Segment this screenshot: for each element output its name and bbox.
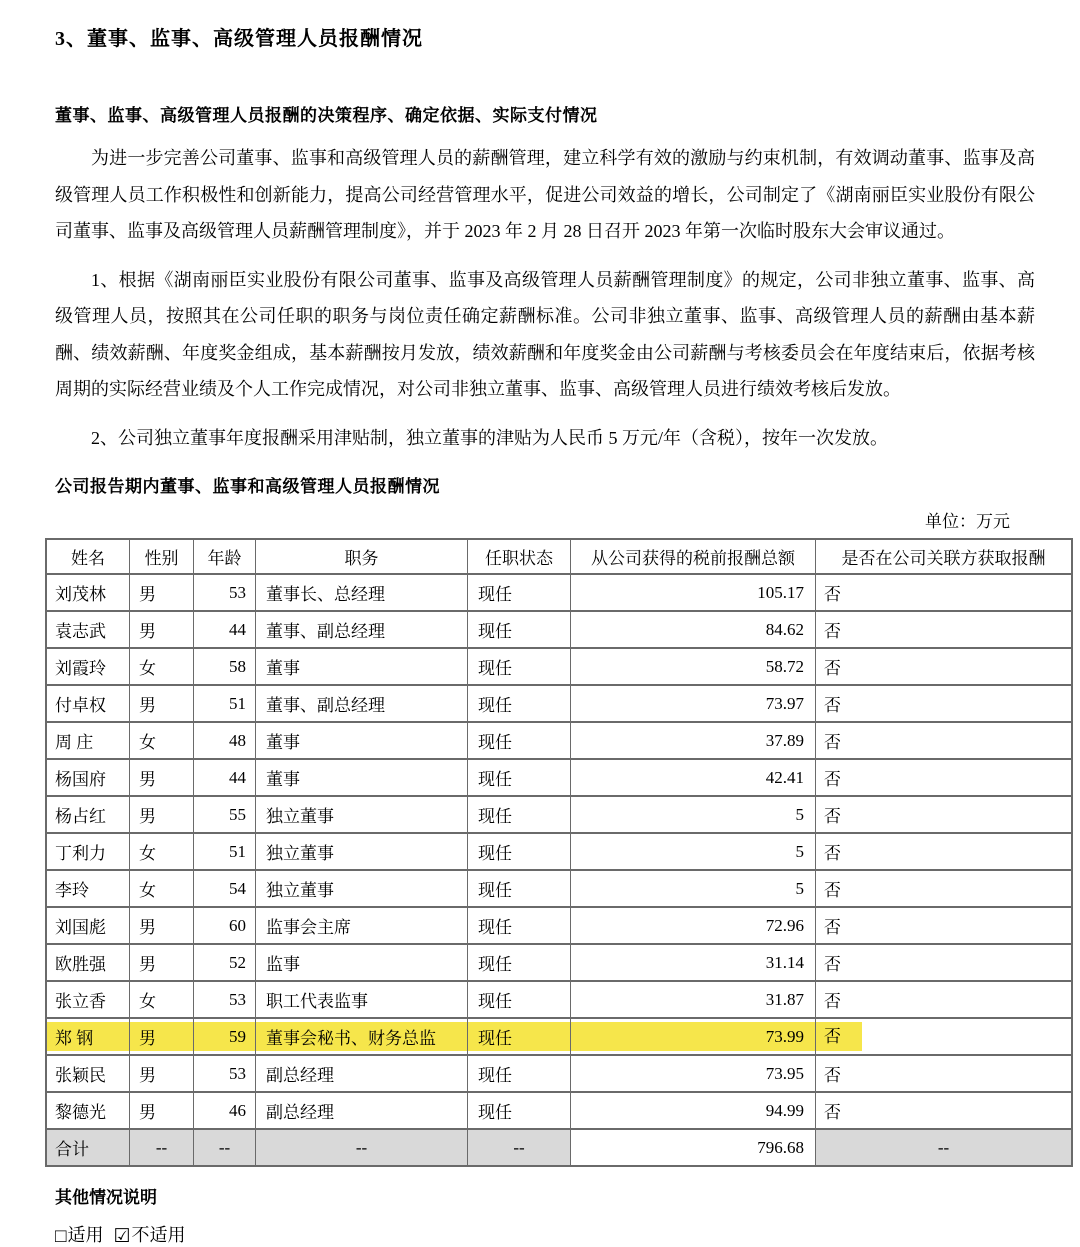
pay-cell: 31.87 [571, 981, 816, 1018]
age-cell: 58 [194, 648, 256, 685]
related-cell [816, 1018, 1073, 1055]
page-title: 3、董事、监事、高级管理人员报酬情况 [55, 28, 423, 50]
status-cell: 现任 [468, 944, 571, 981]
applicable-option [55, 1225, 103, 1245]
not-applicable-option [113, 1225, 185, 1245]
table-row [46, 685, 1072, 722]
name-cell: 李玲 [46, 870, 130, 907]
status-cell: 现任 [468, 648, 571, 685]
pay-cell: 5 [571, 833, 816, 870]
related-value: 否 [824, 1103, 841, 1122]
gender-cell: 男 [130, 759, 194, 796]
position-cell: 董事 [256, 722, 468, 759]
related-value: 否 [824, 585, 841, 604]
position-cell: 独立董事 [256, 870, 468, 907]
paragraph-independent: 2、公司独立董事年度报酬采用津贴制，独立董事的津贴为人民币 5 万元/年（含税），按年一次发放。 [91, 427, 888, 448]
table-header [46, 539, 1072, 574]
related-value: 否 [824, 1066, 841, 1085]
name-cell: 刘国彪 [46, 907, 130, 944]
gender-cell: 女 [130, 870, 194, 907]
total-pay-cell: 796.68 [571, 1129, 816, 1166]
status-cell: 现任 [468, 685, 571, 722]
age-cell: 51 [194, 685, 256, 722]
name-cell: 杨国府 [46, 759, 130, 796]
gender-cell: 男 [130, 796, 194, 833]
header-status: 任职状态 [468, 539, 571, 574]
related-value: 否 [824, 733, 841, 752]
name-cell: 黎德光 [46, 1092, 130, 1129]
header-name: 姓名 [46, 539, 130, 574]
related-value: 否 [816, 1019, 862, 1054]
status-cell: 现任 [468, 870, 571, 907]
table-row [46, 722, 1072, 759]
pay-cell: 58.72 [571, 648, 816, 685]
table-row [46, 648, 1072, 685]
gender-cell: 女 [130, 833, 194, 870]
gender-cell: 女 [130, 981, 194, 1018]
status-cell: 现任 [468, 1055, 571, 1092]
related-value: 否 [824, 696, 841, 715]
other-notes-heading: 其他情况说明 [55, 1188, 157, 1207]
related-cell [816, 1092, 1073, 1129]
table-row [46, 907, 1072, 944]
status-cell: 现任 [468, 611, 571, 648]
related-value: 否 [824, 955, 841, 974]
checkbox-checked-icon: ☑ [113, 1226, 131, 1247]
checkbox-unchecked-icon: □ [55, 1226, 67, 1247]
unit-label: 单位：万元 [925, 512, 1010, 531]
related-cell [816, 685, 1073, 722]
applicable-label: 适用 [67, 1225, 104, 1245]
age-cell: 55 [194, 796, 256, 833]
related-value: 否 [824, 992, 841, 1011]
related-value: 否 [824, 881, 841, 900]
age-cell: 46 [194, 1092, 256, 1129]
table-row [46, 1018, 1072, 1055]
position-cell: 独立董事 [256, 833, 468, 870]
status-cell: 现任 [468, 722, 571, 759]
header-age: 年龄 [194, 539, 256, 574]
name-cell: 张立香 [46, 981, 130, 1018]
table-row [46, 870, 1072, 907]
related-value: 否 [824, 918, 841, 937]
pay-cell: 73.97 [571, 685, 816, 722]
name-cell: 付卓权 [46, 685, 130, 722]
related-value: 否 [824, 844, 841, 863]
status-cell: 现任 [468, 796, 571, 833]
report-period-heading: 公司报告期内董事、监事和高级管理人员报酬情况 [55, 477, 440, 496]
status-cell: 现任 [468, 759, 571, 796]
status-cell: 现任 [468, 907, 571, 944]
table-row [46, 796, 1072, 833]
related-cell [816, 981, 1073, 1018]
related-cell [816, 1055, 1073, 1092]
header-related: 是否在公司关联方获取报酬 [816, 539, 1073, 574]
gender-cell: 男 [130, 611, 194, 648]
table-row [46, 759, 1072, 796]
age-cell: 53 [194, 1055, 256, 1092]
position-cell: 董事、副总经理 [256, 685, 468, 722]
name-cell: 欧胜强 [46, 944, 130, 981]
position-cell: 董事长、总经理 [256, 574, 468, 611]
position-cell: 监事会主席 [256, 907, 468, 944]
related-cell [816, 722, 1073, 759]
age-cell: 48 [194, 722, 256, 759]
age-cell: 53 [194, 981, 256, 1018]
table-row [46, 944, 1072, 981]
gender-cell: 男 [130, 685, 194, 722]
position-cell: 职工代表监事 [256, 981, 468, 1018]
gender-cell: 男 [130, 907, 194, 944]
age-cell: 44 [194, 611, 256, 648]
total-age-cell: -- [194, 1129, 256, 1166]
compensation-table [45, 538, 1073, 1167]
related-value: 否 [824, 770, 841, 789]
name-cell: 郑 钢 [46, 1018, 130, 1055]
total-label-cell: 合计 [46, 1129, 130, 1166]
pay-cell: 73.99 [571, 1018, 816, 1055]
pay-cell: 5 [571, 796, 816, 833]
status-cell: 现任 [468, 1092, 571, 1129]
gender-cell: 女 [130, 722, 194, 759]
related-cell [816, 833, 1073, 870]
table-row [46, 1055, 1072, 1092]
gender-cell: 男 [130, 944, 194, 981]
pay-cell: 105.17 [571, 574, 816, 611]
position-cell: 副总经理 [256, 1092, 468, 1129]
table-row [46, 1092, 1072, 1129]
paragraph-intro: 为进一步完善公司董事、监事和高级管理人员的薪酬管理，建立科学有效的激励与约束机制，有效调动董事、监事及高级管理人员工作积极性和创新能力，提高公司经营管理水平，促进公司效益的增长，公司制定了《湖南丽臣实业股份有限公司董事、监事及高级管理人员薪酬管理制度》，并于 2023 年 2 月 28 日召开 2023 年第一次临时股东大会审议通过。 [55, 148, 1035, 241]
related-cell [816, 759, 1073, 796]
total-row [46, 1129, 1072, 1166]
age-cell: 60 [194, 907, 256, 944]
related-cell [816, 870, 1073, 907]
age-cell: 52 [194, 944, 256, 981]
related-cell [816, 574, 1073, 611]
status-cell: 现任 [468, 1018, 571, 1055]
pay-cell: 5 [571, 870, 816, 907]
pay-cell: 72.96 [571, 907, 816, 944]
gender-cell: 女 [130, 648, 194, 685]
related-value: 否 [824, 622, 841, 641]
name-cell: 刘霞玲 [46, 648, 130, 685]
related-value: 否 [824, 659, 841, 678]
not-applicable-label: 不适用 [131, 1225, 186, 1245]
related-cell [816, 944, 1073, 981]
position-cell: 副总经理 [256, 1055, 468, 1092]
pay-cell: 31.14 [571, 944, 816, 981]
pay-cell: 37.89 [571, 722, 816, 759]
pay-cell: 73.95 [571, 1055, 816, 1092]
header-pay: 从公司获得的税前报酬总额 [571, 539, 816, 574]
related-value: 否 [824, 807, 841, 826]
table-header-row [46, 539, 1072, 574]
age-cell: 51 [194, 833, 256, 870]
total-position-cell: -- [256, 1129, 468, 1166]
table-row [46, 611, 1072, 648]
table-row [46, 981, 1072, 1018]
position-cell: 独立董事 [256, 796, 468, 833]
age-cell: 44 [194, 759, 256, 796]
age-cell: 54 [194, 870, 256, 907]
name-cell: 丁利力 [46, 833, 130, 870]
pay-cell: 84.62 [571, 611, 816, 648]
paragraph-non-independent: 1、根据《湖南丽臣实业股份有限公司董事、监事及高级管理人员薪酬管理制度》的规定，公司非独立董事、监事、高级管理人员，按照其在公司任职的职务与岗位责任确定薪酬标准。公司非独立董事、监事、高级管理人员的薪酬由基本薪酬、绩效薪酬、年度奖金组成，基本薪酬按月发放，绩效薪酬和年度奖金由公司薪酬与考核委员会在年度结束后，依据考核周期的实际经营业绩及个人工作完成情况，对公司非独立董事、监事、高级管理人员进行绩效考核后发放。 [55, 269, 1035, 399]
status-cell: 现任 [468, 833, 571, 870]
status-cell: 现任 [468, 981, 571, 1018]
name-cell: 周 庄 [46, 722, 130, 759]
name-cell: 杨占红 [46, 796, 130, 833]
name-cell: 张颖民 [46, 1055, 130, 1092]
gender-cell: 男 [130, 1018, 194, 1055]
total-related-cell: -- [816, 1129, 1073, 1166]
table-row [46, 833, 1072, 870]
gender-cell: 男 [130, 1055, 194, 1092]
name-cell: 袁志武 [46, 611, 130, 648]
name-cell: 刘茂林 [46, 574, 130, 611]
table-footer [46, 1129, 1072, 1166]
position-cell: 董事 [256, 648, 468, 685]
position-cell: 监事 [256, 944, 468, 981]
related-cell [816, 796, 1073, 833]
total-gender-cell: -- [130, 1129, 194, 1166]
decision-procedure-heading: 董事、监事、高级管理人员报酬的决策程序、确定依据、实际支付情况 [55, 106, 598, 125]
related-cell [816, 907, 1073, 944]
table-row [46, 574, 1072, 611]
header-position: 职务 [256, 539, 468, 574]
position-cell: 董事、副总经理 [256, 611, 468, 648]
table-body [46, 574, 1072, 1129]
position-cell: 董事会秘书、财务总监 [256, 1018, 468, 1055]
total-status-cell: -- [468, 1129, 571, 1166]
gender-cell: 男 [130, 1092, 194, 1129]
header-gender: 性别 [130, 539, 194, 574]
pay-cell: 42.41 [571, 759, 816, 796]
related-cell [816, 611, 1073, 648]
status-cell: 现任 [468, 574, 571, 611]
position-cell: 董事 [256, 759, 468, 796]
gender-cell: 男 [130, 574, 194, 611]
related-cell [816, 648, 1073, 685]
applicability-line [55, 1221, 1035, 1247]
pay-cell: 94.99 [571, 1092, 816, 1129]
age-cell: 53 [194, 574, 256, 611]
age-cell: 59 [194, 1018, 256, 1055]
